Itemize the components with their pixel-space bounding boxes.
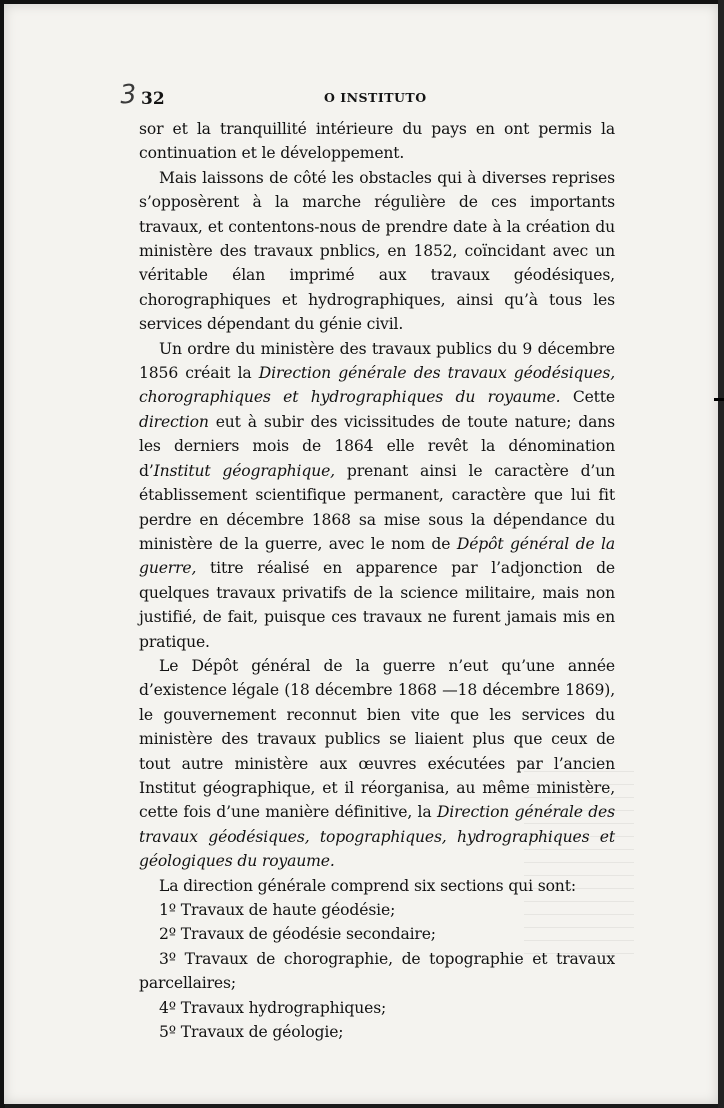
paragraph-1: sor et la tranquillité intérieure du pays en ont permis la continuation et le développement. xyxy=(139,120,615,163)
paragraph-3-italic-2: direction xyxy=(139,412,209,431)
paragraph-3 xyxy=(139,337,615,654)
paragraph-3-text-3: eut à subir des vicissitudes de toute nature; dans les derniers mois de 1864 elle revêt la dénomination d’ xyxy=(139,412,615,480)
paragraph-3-italic-1: Direction générale des travaux géodésiques, chorographiques et hydrographiques du royaume. xyxy=(139,364,615,407)
margin-tick-mark xyxy=(714,398,724,401)
page-number: 32 xyxy=(141,89,165,109)
list-item: 4º Travaux hydrographiques; xyxy=(159,998,387,1017)
paragraph-2: Mais laissons de côté les obstacles qui à diverses reprises s’opposèrent à la marche régulière de ces importants travaux, et contentons-nous de prendre date à la création du ministère des travaux pnblics, en 1852, coïncidant avec un véritable élan imprimé aux travaux géodésiques, chorographiques et hydrographiques, ainsi qu’à tous les services dépendant du génie civil. xyxy=(139,168,615,334)
list-item: 2º Travaux de géodésie secondaire; xyxy=(159,925,436,944)
paragraph-3-text-2: Cette xyxy=(560,388,615,407)
paragraph-3-text-4: prenant ainsi le caractère d’un établissement scientifique permanent, caractère que lui fit perdre en décembre 1868 sa mise sous la dépendance du ministère de la guerre, avec le nom de xyxy=(139,461,615,553)
paragraph-3-text-5: titre réalisé en apparence par l’adjonction de quelques travaux privatifs de la science militaire, mais non justifié, de fait, puisque ces travaux ne furent jamais mis en pratique. xyxy=(139,559,615,651)
body-text xyxy=(139,117,615,1044)
paragraph-3-text-1: Un ordre du ministère des travaux publics du 9 décembre 1856 créait la xyxy=(139,339,615,383)
paragraph-3-italic-3: Institut géographique, xyxy=(153,461,335,480)
list-item: 5º Travaux de géologie; xyxy=(159,1023,344,1042)
page-header xyxy=(116,79,616,112)
list-item: 1º Travaux de haute géodésie; xyxy=(159,901,396,919)
paragraph-4-italic-1: Direction générale des travaux géodésiques, topographiques, hydrographiques et géologiques du royaume. xyxy=(139,803,615,871)
paragraph-5: La direction générale comprend six sections qui sont: xyxy=(159,876,576,895)
paragraph-4 xyxy=(139,654,615,874)
list-item: 3º Travaux de chorographie, de topographie et travaux parcellaires; xyxy=(139,949,615,993)
paragraph-3-italic-4: Dépôt général de la guerre, xyxy=(139,534,616,578)
scan-edge-right xyxy=(718,0,724,1108)
handwritten-page-number: 3 xyxy=(118,79,138,111)
running-head: O INSTITUTO xyxy=(324,90,427,105)
paragraph-4-text-1: Le Dépôt général de la guerre n’eut qu’une année d’existence légale (18 décembre 1868 —18 décembre 1869), le gouvernement reconnut bien vite que les services du ministère des travaux publics se liaient plus que ceux de tout autre ministère aux œuvres exécutées par l’ancien Institut géographique, et il réorganisa, au même ministère, cette fois d’une manière définitive, la xyxy=(139,656,615,822)
